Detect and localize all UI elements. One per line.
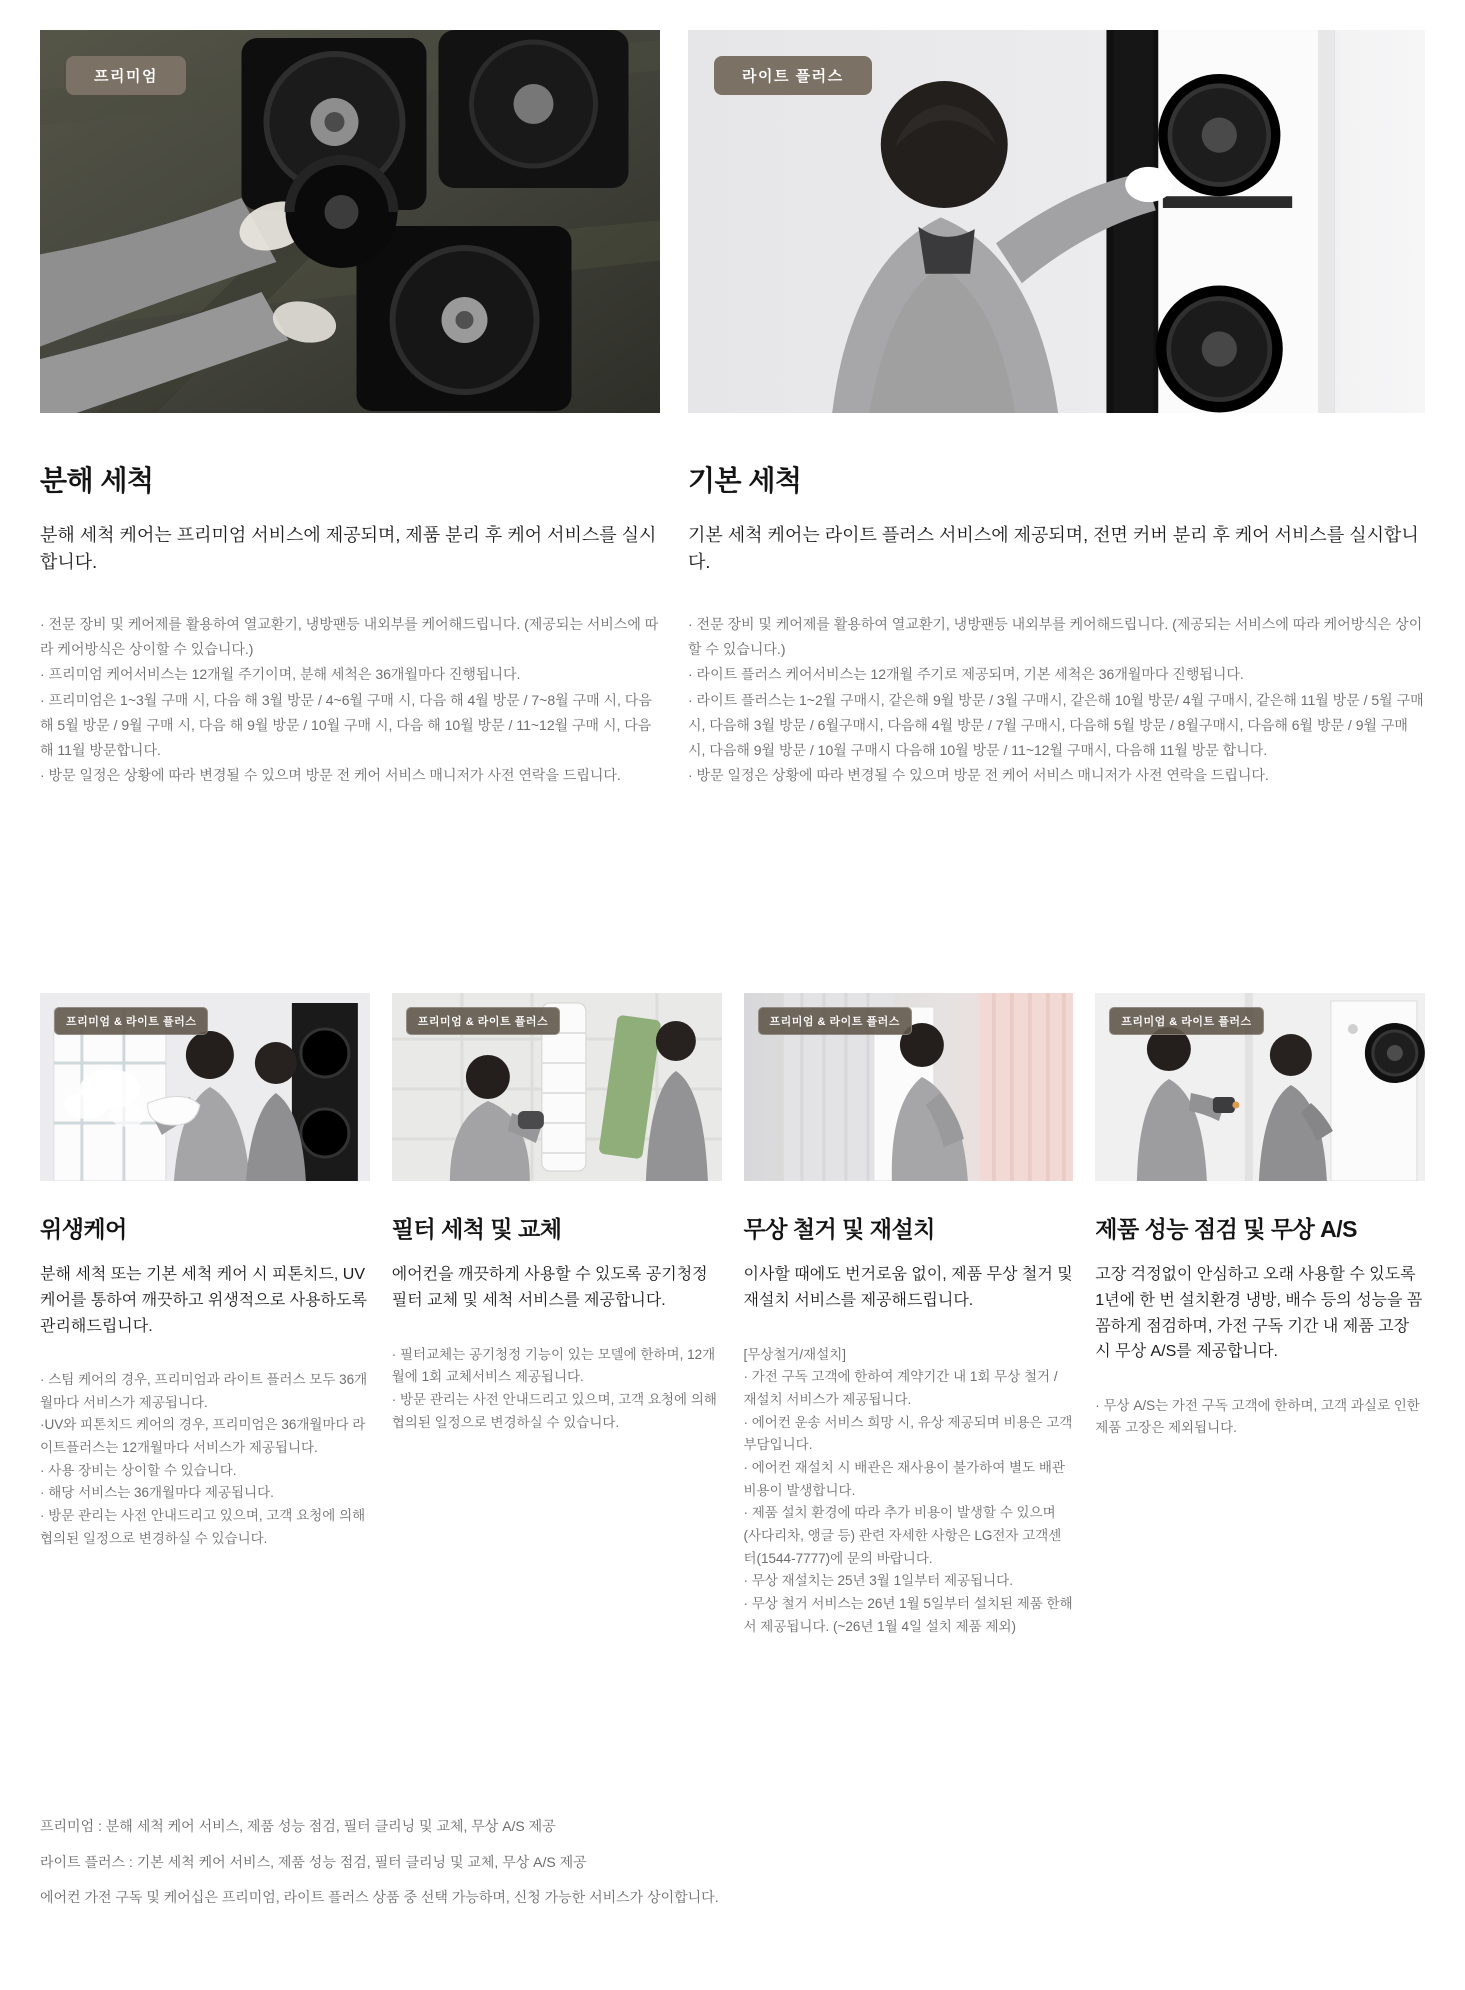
both-plans-badge: 프리미엄 & 라이트 플러스	[1109, 1007, 1263, 1035]
note-line: · 방문 관리는 사전 안내드리고 있으며, 고객 요청에 의해 협의된 일정으로 변경하실 수 있습니다.	[40, 1508, 366, 1546]
basic-cleaning-subtitle: 기본 세척 케어는 라이트 플러스 서비스에 제공되며, 전면 커버 분리 후 케어 서비스를 실시합니다.	[688, 525, 1419, 572]
performance-check-notes	[1095, 1395, 1425, 1440]
light-plus-photo	[688, 30, 1425, 413]
footnote-line-premium: 프리미엄 : 분해 세척 케어 서비스, 제품 성능 점검, 필터 클리닝 및 교체, 무상 A/S 제공	[40, 1818, 556, 1835]
note-line: · 무상 재설치는 25년 3월 1일부터 제공됩니다.	[743, 1573, 1013, 1589]
note-line: · 에어컨 운송 서비스 희망 시, 유상 제공되며 비용은 고객부담입니다.	[743, 1414, 1073, 1453]
performance-check-photo	[1095, 993, 1425, 1181]
note-line: · 방문 일정은 상황에 따라 변경될 수 있으며 방문 전 케어 서비스 매니저가 사전 연락을 드립니다.	[40, 767, 621, 784]
note-line: · 에어컨 재설치 시 배관은 재사용이 불가하여 별도 배관 비용이 발생합니다.	[743, 1459, 1065, 1498]
performance-check-desc: 고장 걱정없이 안심하고 오래 사용할 수 있도록 1년에 한 번 설치환경 냉방, 배수 등의 성능을 꼼꼼하게 점검하며, 가전 구독 기간 내 제품 고장 시 무상 A/S를 제공합니다.	[1095, 1266, 1423, 1361]
note-line: · 프리미엄은 1~3월 구매 시, 다음 해 3월 방문 / 4~6월 구매 시, 다음 해 4월 방문 / 7~8월 구매 시, 다음 해 5월 방문 / 9월 구매 시, 다음 해 9월 방문 / 10월 구매 시, 다음 해 10월 방문 / 11~12월 구매 시, 다음 해 11월 방문합니다.	[40, 691, 652, 758]
note-line: · 전문 장비 및 케어제를 활용하여 열교환기, 냉방팬등 내외부를 케어해드립니다. (제공되는 서비스에 따라 케어방식은 상이할 수 있습니다.)	[40, 616, 659, 658]
benefit-cards-section	[40, 993, 1425, 1638]
basic-cleaning-title: 기본 세척	[688, 465, 802, 496]
filter-service-title: 필터 세척 및 교체	[391, 1216, 562, 1243]
card-filter-service	[392, 993, 722, 1638]
premium-badge: 프리미엄	[66, 56, 186, 95]
note-line: · 전문 장비 및 케어제를 활용하여 열교환기, 냉방팬등 내외부를 케어해드립니다. (제공되는 서비스에 따라 케어방식은 상이할 수 있습니다.)	[688, 616, 1423, 658]
note-line: · 스팀 케어의 경우, 프리미엄과 라이트 플러스 모두 36개월마다 서비스가 제공됩니다.	[40, 1372, 368, 1410]
card-performance-check	[1095, 993, 1425, 1638]
card-hygiene-care	[40, 993, 370, 1638]
both-plans-badge: 프리미엄 & 라이트 플러스	[54, 1007, 208, 1035]
note-line: · 무상 A/S는 가전 구독 고객에 한하며, 고객 과실로 인한 제품 고장은 제외됩니다.	[1095, 1397, 1420, 1436]
performance-check-title: 제품 성능 점검 및 무상 A/S	[1095, 1216, 1358, 1243]
relocation-title: 무상 철거 및 재설치	[743, 1216, 935, 1243]
note-line: · 라이트 플러스 케어서비스는 12개월 주기로 제공되며, 기본 세척은 36개월마다 진행됩니다.	[688, 666, 1244, 683]
light-plus-badge: 라이트 플러스	[714, 56, 872, 95]
note-line: · 필터교체는 공기청정 기능이 있는 모델에 한하며, 12개월에 1회 교체서비스 제공됩니다.	[391, 1346, 716, 1385]
hygiene-care-desc: 분해 세척 또는 기본 세척 케어 시 피톤치드, UV 케어를 통하여 깨끗하고 위생적으로 사용하도록 관리해드립니다.	[40, 1266, 367, 1335]
relocation-notes	[744, 1344, 1074, 1639]
relocation-desc: 이사할 때에도 번거로움 없이, 제품 무상 철거 및 재설치 서비스를 제공해드립니다.	[743, 1266, 1073, 1309]
note-line: · 라이트 플러스는 1~2월 구매시, 같은해 9월 방문 / 3월 구매시, 같은해 10월 방문/ 4월 구매시, 같은해 11월 방문 / 5월 구매시, 다음해 3월 방문 / 6월구매시, 다음해 4월 방문 / 7월 구매시, 다음해 5월 방문 / 8월구매시, 다음해 6월 방문 / 9월 구매시, 다음해 9월 방문 / 10월 구매시 다음해 10월 방문 / 11~12월 구매시, 다음해 11월 방문 합니다.	[688, 691, 1424, 758]
disassembly-cleaning-notes	[40, 612, 660, 788]
note-line: · 해당 서비스는 36개월마다 제공됩니다.	[40, 1485, 274, 1501]
plan-summary-footnote	[40, 1813, 1425, 1911]
both-plans-badge: 프리미엄 & 라이트 플러스	[758, 1007, 912, 1035]
note-line: ·UV와 피톤치드 케어의 경우, 프리미엄은 36개월마다 라이트플러스는 12개월마다 서비스가 제공됩니다.	[40, 1417, 366, 1456]
hygiene-care-title: 위생케어	[40, 1216, 127, 1243]
note-line: · 제품 설치 환경에 따라 추가 비용이 발생할 수 있으며 (사다리차, 앵글 등) 관련 자세한 사항은 LG전자 고객센터(1544-7777)에 문의 바랍니다.	[743, 1505, 1062, 1566]
note-line: [무상철거/재설치]	[743, 1346, 847, 1362]
note-line: · 방문 일정은 상황에 따라 변경될 수 있으며 방문 전 케어 서비스 매니저가 사전 연락을 드립니다.	[688, 767, 1269, 784]
card-free-relocation	[744, 993, 1074, 1638]
hero-section	[40, 30, 1425, 788]
disassembly-cleaning-subtitle: 분해 세척 케어는 프리미엄 서비스에 제공되며, 제품 분리 후 케어 서비스를 실시합니다.	[40, 525, 657, 572]
premium-column	[40, 30, 660, 788]
note-line: · 프리미엄 케어서비스는 12개월 주기이며, 분해 세척은 36개월마다 진행됩니다.	[40, 666, 521, 683]
hygiene-care-photo	[40, 993, 370, 1181]
footnote-line-light-plus: 라이트 플러스 : 기본 세척 케어 서비스, 제품 성능 점검, 필터 클리닝 및 교체, 무상 A/S 제공	[40, 1853, 587, 1870]
premium-photo	[40, 30, 660, 413]
hygiene-care-notes	[40, 1369, 370, 1550]
note-line: · 방문 관리는 사전 안내드리고 있으며, 고객 요청에 의해 협의된 일정으로 변경하실 수 있습니다.	[391, 1391, 717, 1430]
basic-cleaning-notes	[688, 612, 1425, 788]
note-line: · 무상 철거 서비스는 26년 1월 5일부터 설치된 제품 한해서 제공됩니다. (~26년 1월 4일 설치 제품 제외)	[743, 1595, 1073, 1634]
light-plus-column	[688, 30, 1425, 788]
note-line: · 가전 구독 고객에 한하여 계약기간 내 1회 무상 철거 / 재설치 서비스가 제공됩니다.	[743, 1369, 1058, 1407]
relocation-photo	[744, 993, 1074, 1181]
footnote-line-selection: 에어컨 가전 구독 및 케어십은 프리미엄, 라이트 플러스 상품 중 선택 가능하며, 신청 가능한 서비스가 상이합니다.	[40, 1889, 719, 1906]
filter-service-desc: 에어컨을 깨끗하게 사용할 수 있도록 공기청정 필터 교체 및 세척 서비스를 제공합니다.	[391, 1266, 708, 1309]
both-plans-badge: 프리미엄 & 라이트 플러스	[406, 1007, 560, 1035]
filter-service-notes	[392, 1344, 722, 1435]
filter-service-photo	[392, 993, 722, 1181]
note-line: · 사용 장비는 상이할 수 있습니다.	[40, 1462, 237, 1478]
disassembly-cleaning-title: 분해 세척	[40, 465, 154, 496]
